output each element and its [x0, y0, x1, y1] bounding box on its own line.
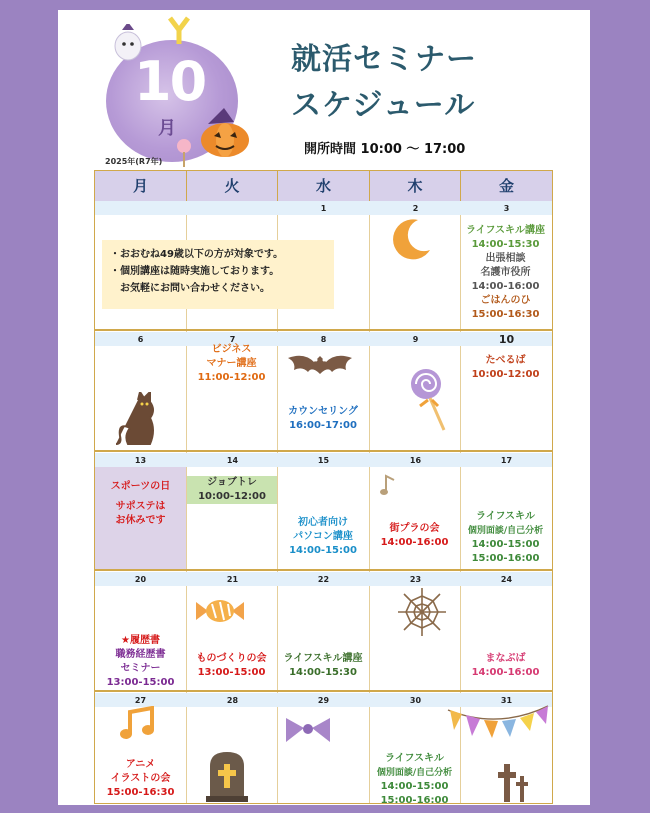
date-number: 3	[503, 204, 510, 213]
event-thu30: ライフスキル 個別面談/自己分析 14:00-15:00 15:00-16:00	[376, 753, 453, 806]
event-fri3: ライフスキル講座 14:00-15:30 出張相談 名護市役所 14:00-16:00 ごはんのひ 15:00-16:30	[466, 225, 545, 320]
page-title-line2: スケジュール	[291, 88, 476, 123]
event-mon27: アニメ イラストの会 15:00-16:30	[106, 759, 175, 798]
note-line: ・おおむね49歳以下の方が対象です。	[110, 249, 284, 260]
badge-month: 月	[158, 118, 176, 139]
note-line: お気軽にお問い合わせください。	[110, 283, 270, 294]
date-number: 7	[229, 335, 236, 344]
gravestone-icon	[204, 750, 250, 806]
weekday-wed: 水	[278, 171, 370, 201]
event-wed8: カウンセリング 16:00-17:00	[288, 406, 358, 431]
date-number: 10	[498, 333, 515, 346]
date-number: 30	[409, 696, 422, 705]
candy-icon	[194, 596, 246, 630]
week-divider	[95, 450, 552, 452]
event-mon20: ★履歴書 職務経歴書 セミナー 13:00-15:00	[106, 635, 175, 688]
event-fri24: まなぶば 14:00-16:00	[471, 653, 540, 678]
date-number: 8	[320, 335, 327, 344]
cross-graves-icon	[486, 758, 530, 808]
date-number: 6	[137, 335, 144, 344]
date-number: 21	[226, 575, 239, 584]
event-wed15: 初心者向け パソコン講座 14:00-15:00	[289, 517, 357, 556]
event-wed22: ライフスキル講座 14:00-15:30	[283, 653, 363, 678]
weekday-thu: 木	[370, 171, 461, 201]
page-title-line1: 就活セミナー	[291, 42, 477, 77]
date-number: 29	[317, 696, 330, 705]
grid-line	[369, 201, 370, 803]
event-tue7: ビジネス マナー講座 11:00-12:00	[197, 344, 266, 383]
date-number: 27	[134, 696, 147, 705]
event-fri10: たべるば 10:00-12:00	[471, 355, 540, 380]
date-number: 23	[409, 575, 422, 584]
pumpkin-icon	[194, 106, 256, 164]
date-number: 17	[500, 456, 513, 465]
moon-icon	[388, 216, 434, 266]
badge-number: 10	[134, 50, 206, 113]
lollipop-small-icon	[174, 138, 194, 172]
cat-icon	[112, 392, 162, 452]
music-note-icon	[380, 472, 398, 502]
date-number: 31	[500, 696, 513, 705]
spider-web-icon	[394, 584, 450, 644]
info-note	[102, 240, 334, 309]
week-divider	[95, 329, 552, 331]
date-number: 14	[226, 456, 239, 465]
date-number: 24	[500, 575, 513, 584]
week-divider	[95, 690, 552, 692]
note-line: ・個別講座は随時実施しております。	[110, 266, 280, 277]
event-thu16: 街プラの会 14:00-16:00	[380, 523, 449, 548]
bat-icon	[286, 348, 354, 384]
weekday-tue: 火	[187, 171, 278, 201]
bunting-icon	[446, 700, 550, 744]
date-number: 2	[412, 204, 419, 213]
seminar-schedule-page	[58, 10, 590, 805]
weekday-fri: 金	[461, 171, 552, 201]
date-number: 22	[317, 575, 330, 584]
era-label: 2025年(R7年)	[105, 157, 163, 166]
date-number: 28	[226, 696, 239, 705]
y-ribbon-icon	[168, 16, 190, 50]
opening-hours: 開所時間 10:00 ～ 17:00	[304, 142, 466, 157]
date-number: 15	[317, 456, 330, 465]
week-divider	[95, 569, 552, 571]
event-fri17: ライフスキル 個別面談/自己分析 14:00-15:00 15:00-16:00	[467, 511, 544, 564]
lollipop-icon	[406, 366, 452, 438]
event-tue14: ジョブトレ 10:00-12:00	[198, 477, 266, 502]
music-note-orange-icon	[118, 706, 158, 746]
weekday-mon: 月	[95, 171, 187, 201]
date-number: 20	[134, 575, 147, 584]
date-number: 13	[134, 456, 147, 465]
event-mon13: スポーツの日 サポステは お休みです	[110, 481, 171, 526]
date-number: 9	[412, 335, 419, 344]
date-number: 16	[409, 456, 422, 465]
event-tue21: ものづくりの会 13:00-15:00	[196, 653, 267, 678]
date-number: 1	[320, 204, 327, 213]
bow-candy-icon	[284, 716, 332, 748]
